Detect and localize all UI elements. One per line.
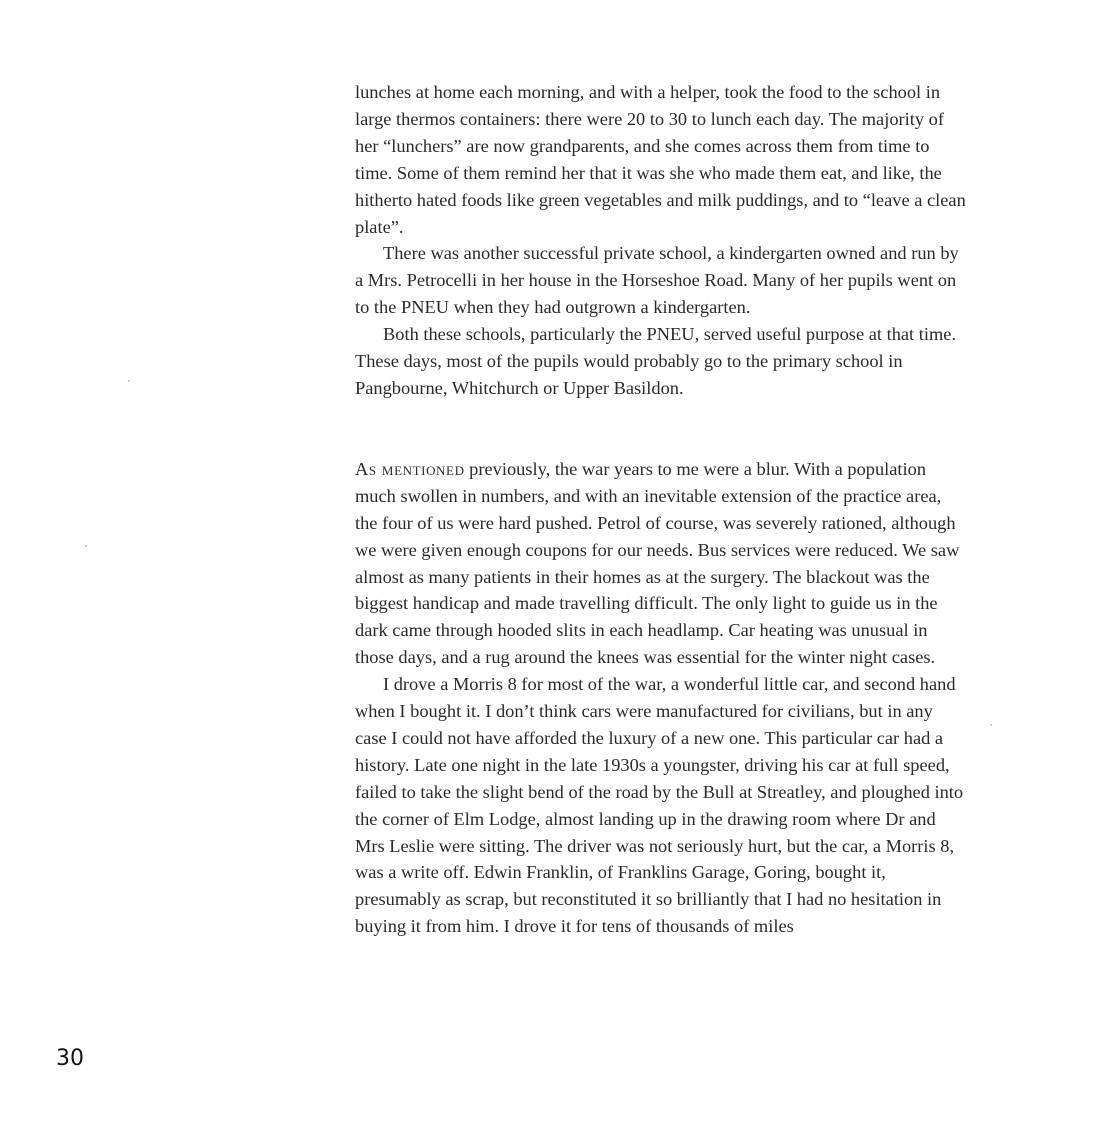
paper-speck	[990, 724, 992, 726]
text-column	[355, 79, 967, 940]
page-number: 30	[56, 1046, 84, 1071]
paper-speck	[85, 545, 87, 547]
section-opener: As mentioned	[355, 458, 465, 479]
paragraph-kindergarten: There was another successful private school, a kindergarten owned and run by a Mrs. Petrocelli in her house in the Horseshoe Road. Many of her pupils went on to the PNEU when they had outgrown a kindergarten.	[355, 243, 959, 318]
paragraph-morris: I drove a Morris 8 for most of the war, a wonderful little car, and second hand when I bought it. I don’t think cars were manufactured for civilians, but in any case I could not have afforded the luxury of a new one. This particular car had a history. Late one night in the late 1930s a youngster, driving his car at full speed, failed to take the slight bend of the road by the Bull at Streatley, and ploughed into the corner of Elm Lodge, almost landing up in the drawing room where Dr and Mrs Leslie were sitting. The driver was not seriously hurt, but the car, a Morris 8, was a write off. Edwin Franklin, of Franklins Garage, Goring, bought it, presumably as scrap, but reconstituted it so brilliantly that I had no hesitation in buying it from him. I drove it for tens of thousands of miles	[355, 674, 964, 937]
section-break	[355, 402, 967, 456]
war-years-text: previously, the war years to me were a blur. With a population much swollen in numbers, and with an inevitable extension of the practice area, the four of us were hard pushed. Petrol of course, was severely rationed, although we were given enough coupons for our needs. Bus services were reduced. We saw almost as many patients in their homes as at the surgery. The blackout was the biggest handicap and made travelling difficult. The only light to guide us in the dark came through hooded slits in each headlamp. Car heating was unusual in those days, and a rug around the knees was essential for the winter night cases.	[355, 458, 960, 668]
paragraph-lunches: lunches at home each morning, and with a helper, took the food to the school in large thermos containers: there were 20 to 30 to lunch each day. The majority of her “lunchers” are now grandparents, and she comes across them from time to time. Some of them remind her that it was she who made them eat, and like, the hitherto hated foods like green vegetables and milk puddings, and to “leave a clean plate”.	[355, 82, 966, 237]
paragraph-war-years	[355, 456, 967, 671]
paper-speck	[128, 380, 130, 382]
paragraph-schools: Both these schools, particularly the PNEU, served useful purpose at that time. These days, most of the pupils would probably go to the primary school in Pangbourne, Whitchurch or Upper Basildon.	[355, 324, 957, 398]
